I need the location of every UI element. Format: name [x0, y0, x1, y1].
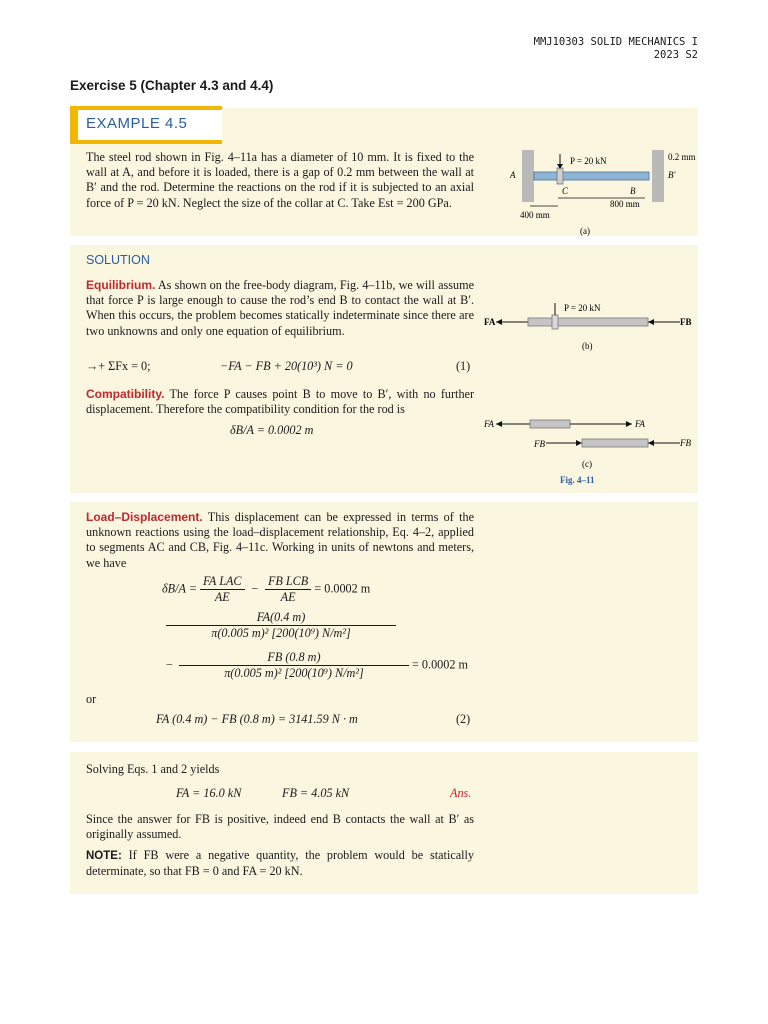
term: 2023 S2: [653, 49, 698, 61]
eq-delta-line: δB/A = $\frac{\text{FA LAC}}{AE}$ − $\frac{\text{FB LCB}}{AE}$ = 0.0002 m: [162, 574, 371, 604]
fig-a-len1: 400 mm: [520, 210, 550, 220]
note-paragraph: [86, 848, 474, 879]
fig-a-caption: (a): [580, 226, 590, 236]
figure-c: [482, 415, 692, 489]
fig-a-p: P = 20 kN: [570, 156, 607, 166]
figure-a: [500, 144, 696, 236]
eq1-number: (1): [456, 359, 471, 373]
frac3: [166, 610, 396, 641]
result-fb: FB = 4.05 kN: [282, 786, 350, 800]
solution-heading: SOLUTION: [86, 253, 150, 267]
fig-b-p: P = 20 kN: [564, 303, 601, 313]
note-text: If FB were a negative quantity, the problem would be statically determinate, so that FB = 0 and FA = 20 kN.: [86, 848, 475, 879]
eq-delta-lhs: δB/A =: [162, 581, 197, 596]
fig-a-len2: 800 mm: [610, 199, 640, 209]
example-label: EXAMPLE 4.5: [86, 115, 188, 132]
fig-a-A: A: [510, 170, 516, 180]
frac4-den: π(0.005 m)² [200(10⁹) N/m²]: [224, 666, 364, 680]
result-since: Since the answer for FB is positive, indeed end B contacts the wall at B′ as originally assumed.: [86, 812, 474, 842]
fig-c-fa-left: FA: [484, 419, 494, 429]
load-disp-text: This displacement can be expressed in terms of the unknown reactions using the load–displacement relationship, Eq. 4–2, applied to segments AC and CB, Fig. 4–11c. Working in units of newtons and meters, we have: [86, 510, 474, 570]
result-fa: FA = 16.0 kN: [176, 786, 242, 800]
frac3-den: π(0.005 m)² [200(10⁹) N/m²]: [211, 626, 351, 640]
eq-delta-rhs: = 0.0002 m: [314, 581, 371, 596]
document-header: [534, 36, 698, 62]
frac1-num: FA LAC: [200, 574, 245, 590]
fig-c-fb-left: FB: [534, 439, 545, 449]
frac4-rhs: = 0.0002 m: [412, 657, 468, 672]
fig-a-gap: 0.2 mm: [668, 152, 696, 162]
problem-text: The steel rod shown in Fig. 4–11a has a diameter of 10 mm. It is fixed to the wall at A, and before it is loaded, there is a gap of 0.2 mm between the wall at B′ and the rod. Determine the reactions on the rod if it is subjected to an axial force of P = 20 kN. Neglect the size of the collar at C. Take Est = 200 GPa.: [86, 150, 474, 210]
example-panel: [70, 108, 698, 236]
result-intro: Solving Eqs. 1 and 2 yields: [86, 762, 220, 776]
eq1: −FA − FB + 20(10³) N = 0: [220, 359, 353, 373]
frac2-den: AE: [280, 590, 296, 604]
note-label: NOTE:: [86, 850, 122, 862]
compat-label: Compatibility.: [86, 387, 165, 401]
fig-label: Fig. 4–11: [560, 475, 595, 485]
fig-c-fa-right: FA: [635, 419, 645, 429]
or-word: or: [86, 692, 97, 706]
eq1-left: →+ ΣFx = 0;: [86, 359, 151, 373]
frac2-num: FB LCB: [265, 574, 311, 590]
solution-panel: [70, 245, 698, 493]
fig-a-Bp: B′: [668, 170, 676, 180]
compat-eq: δB/A = 0.0002 m: [230, 423, 314, 437]
frac4-num: FB (0.8 m): [179, 650, 409, 666]
ans-label: Ans.: [450, 786, 472, 800]
compat-paragraph: [86, 387, 474, 417]
frac3-num: FA(0.4 m): [166, 610, 396, 626]
compat-text: The force P causes point B to move to B′, with no further displacement. Therefore the compatibility condition for the rod is: [86, 387, 475, 417]
load-disp-label: Load–Displacement.: [86, 510, 203, 524]
fig-b-fa: FA: [484, 317, 496, 327]
fig-a-B: B: [630, 186, 636, 196]
page-title: Exercise 5 (Chapter 4.3 and 4.4): [70, 78, 274, 93]
frac1-den: AE: [214, 590, 230, 604]
course-code: MMJ10303 SOLID MECHANICS I: [533, 36, 698, 48]
fig-c-caption: (c): [582, 459, 592, 469]
fig-a-C: C: [562, 186, 569, 196]
equilibrium-label: Equilibrium.: [86, 278, 156, 292]
fig-b-fb: FB: [680, 317, 692, 327]
eq2-number: (2): [456, 712, 471, 726]
frac4-line: − $\frac{FB (0.8 m)}{\text{π(0.005 m)² [200(10⁹) N/m²]}}$ = 0.0002 m: [166, 650, 468, 680]
fig-c-fb-right: FB: [680, 438, 691, 448]
eq2: FA (0.4 m) − FB (0.8 m) = 3141.59 N · m: [156, 712, 358, 726]
result-panel: [70, 752, 698, 894]
equilibrium-text: As shown on the free-body diagram, Fig. 4–11b, we will assume that force P is large enough to cause the rod’s end B to contact the wall at B′. When this occurs, the problem becomes statically indeterminate since there are two unknowns and only one equation of equilibrium.: [86, 278, 475, 338]
example-tab: [70, 106, 222, 144]
fig-b-caption: (b): [582, 341, 593, 351]
load-disp-paragraph: [86, 510, 474, 571]
load-displacement-panel: [70, 502, 698, 742]
equilibrium-paragraph: [86, 278, 474, 339]
figure-b: [482, 297, 692, 357]
